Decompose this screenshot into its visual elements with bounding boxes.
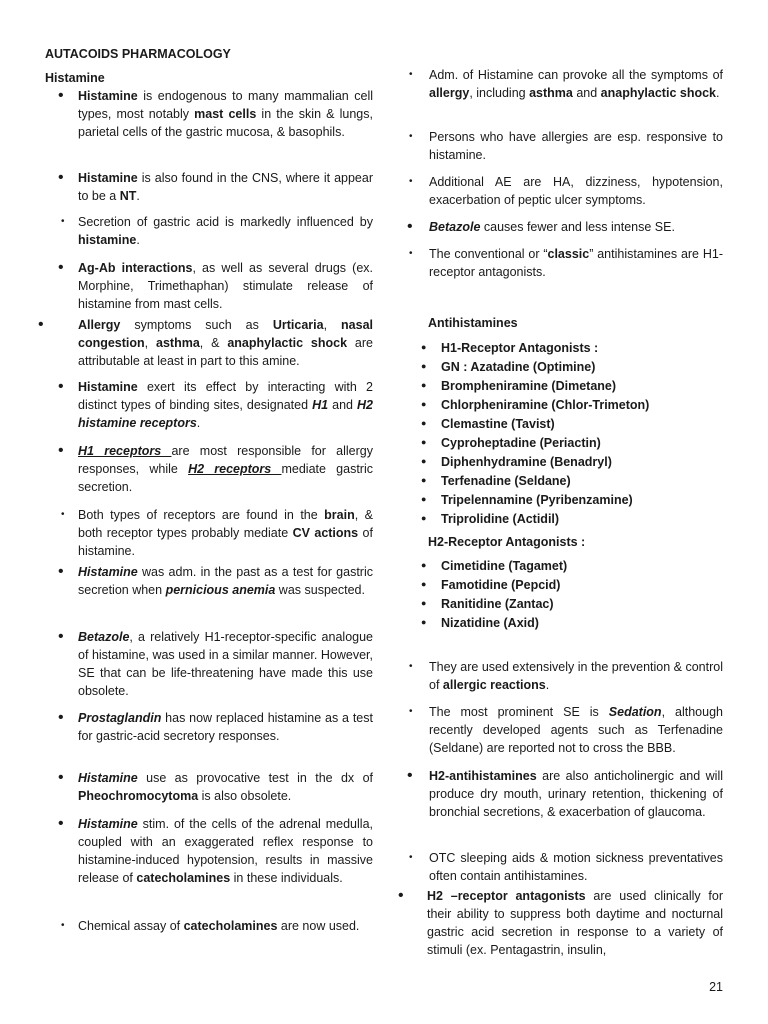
bullet-item (400, 703, 723, 757)
text-run: CV actions (292, 526, 359, 540)
bullet-item (38, 213, 373, 249)
bullet-icon: ● (421, 598, 427, 608)
text-run: brain (324, 508, 355, 522)
bullet-text (38, 709, 373, 745)
text-run: Secretion of gastric acid is markedly influenced by (78, 215, 373, 229)
drug-item (421, 396, 649, 414)
drug-item (421, 434, 601, 452)
bullet-icon: • (58, 563, 64, 580)
text-run: , & (199, 336, 228, 350)
bullet-icon: ● (421, 342, 427, 352)
text-run: . (716, 86, 720, 100)
bullet-icon: • (61, 509, 65, 520)
bullet-icon: • (409, 852, 413, 863)
drug-name: Diphenhydramine (Benadryl) (441, 455, 612, 469)
drug-name: Tripelennamine (Pyribenzamine) (441, 493, 633, 507)
bullet-item (400, 245, 723, 281)
bullet-text (400, 66, 723, 102)
text-run: Ag-Ab interactions (78, 261, 193, 275)
text-run: Allergy (78, 318, 121, 332)
bullet-text (38, 442, 373, 496)
bullet-icon: • (58, 378, 64, 395)
text-run: H1 receptors (78, 444, 172, 458)
bullet-item (38, 506, 373, 560)
bullet-item (398, 887, 723, 959)
bullet-text (38, 378, 373, 432)
bullet-icon: • (409, 131, 413, 142)
bullet-icon: ● (421, 560, 427, 570)
text-run: H2 –receptor antagonists (427, 889, 586, 903)
drug-name: GN : Azatadine (Optimine) (441, 360, 596, 374)
text-run: Additional AE are HA, dizziness, hypotension, exacerbation of peptic ulcer symptoms. (429, 175, 723, 207)
text-run: exert its effect by interacting with 2 distinct types of binding sites, designated (78, 380, 373, 412)
bullet-item (38, 769, 373, 805)
drug-name: Chlorpheniramine (Chlor-Trimeton) (441, 398, 650, 412)
bullet-item (400, 658, 723, 694)
drug-name: Triprolidine (Actidil) (441, 512, 560, 526)
bullet-text (38, 87, 373, 141)
text-run: Betazole (78, 630, 130, 644)
text-run: . (136, 233, 140, 247)
bullet-icon: • (58, 769, 64, 786)
text-run: in these individuals. (230, 871, 343, 885)
antihistamines-heading: Antihistamines (428, 316, 518, 330)
bullet-icon: • (407, 767, 413, 784)
bullet-item (400, 173, 723, 209)
bullet-icon: • (409, 176, 413, 187)
bullet-text (38, 815, 373, 887)
drug-name: Terfenadine (Seldane) (441, 474, 571, 488)
bullet-icon: ● (421, 437, 427, 447)
bullet-item (400, 767, 723, 821)
bullet-item (400, 66, 723, 102)
bullet-item (400, 849, 723, 885)
text-run: H2-antihistamines (429, 769, 537, 783)
bullet-icon: • (61, 920, 65, 931)
text-run: asthma (156, 336, 200, 350)
bullet-icon: ● (421, 418, 427, 428)
bullet-icon: ● (421, 494, 427, 504)
text-run: They are used extensively in the prevention & control of (429, 660, 723, 692)
drug-item (421, 595, 554, 613)
bullet-icon: • (58, 442, 64, 459)
text-run: nasal congestion (78, 318, 373, 350)
text-run: mast cells (194, 107, 257, 121)
drug-item (421, 339, 598, 357)
text-run: H2 receptors (188, 462, 282, 476)
drug-item (421, 453, 612, 471)
text-run: anaphylactic shock (600, 86, 716, 100)
bullet-text (400, 218, 723, 236)
bullet-icon: • (61, 216, 65, 227)
text-run: Histamine (78, 380, 138, 394)
text-run: Histamine (78, 89, 138, 103)
drug-item (421, 576, 560, 594)
text-run: are used clinically for their ability to suppress both daytime and nocturnal gastric acid secretion in response to a variety of stimuli (ex. Pentagastrin, insulin, (427, 889, 723, 957)
text-run: is also found in the CNS, where it appear to be a (78, 171, 373, 203)
text-run: mediate gastric secretion. (78, 462, 373, 494)
bullet-item (400, 218, 723, 236)
text-run: causes fewer and less intense SE. (480, 220, 675, 234)
text-run: asthma (529, 86, 573, 100)
bullet-text (38, 316, 373, 370)
text-run: H2 histamine receptors (78, 398, 373, 430)
text-run: The conventional or “ (429, 247, 548, 261)
bullet-text (38, 917, 373, 935)
text-run: classic (547, 247, 590, 261)
text-run: histamine (78, 233, 137, 247)
text-run: was suspected. (275, 583, 365, 597)
bullet-text (38, 769, 373, 805)
drug-name: Nizatidine (Axid) (441, 616, 539, 630)
text-run: use as provocative test in the dx of (137, 771, 373, 785)
drug-item (421, 614, 539, 632)
bullet-text (38, 506, 373, 560)
bullet-item (400, 128, 723, 164)
text-run: Pheochromocytoma (78, 789, 199, 803)
text-run: catecholamines (136, 871, 231, 885)
bullet-icon: • (58, 87, 64, 104)
bullet-item (38, 378, 373, 432)
bullet-item (38, 709, 373, 745)
text-run: ” antihistamines are H1-receptor antagonists. (429, 247, 723, 279)
bullet-icon: ● (421, 617, 427, 627)
bullet-text (400, 703, 723, 757)
bullet-item (38, 917, 373, 935)
text-run: Betazole (429, 220, 481, 234)
bullet-item (38, 628, 373, 700)
bullet-item (38, 442, 373, 496)
bullet-icon: • (58, 709, 64, 726)
bullet-text (400, 849, 723, 885)
text-run: was adm. in the past as a test for gastric secretion when (78, 565, 373, 597)
drug-item (421, 491, 633, 509)
drug-name: Famotidine (Pepcid) (441, 578, 561, 592)
bullet-icon: ● (421, 399, 427, 409)
text-run: , including (469, 86, 530, 100)
text-run: Both types of receptors are found in the (78, 508, 325, 522)
text-run: and (572, 86, 601, 100)
text-run: . (136, 189, 140, 203)
bullet-text (38, 628, 373, 700)
bullet-item (38, 815, 373, 887)
bullet-text (400, 128, 723, 164)
bullet-text (400, 767, 723, 821)
page-number: 21 (709, 980, 723, 994)
drug-name: Cyproheptadine (Periactin) (441, 436, 601, 450)
bullet-icon: ● (421, 475, 427, 485)
bullet-text (38, 213, 373, 249)
text-run: , although recently developed agents such as Terfenadine (Seldane) are reported not to cross the BBB. (429, 705, 723, 755)
drug-name: Brompheniramine (Dimetane) (441, 379, 617, 393)
text-run: catecholamines (183, 919, 278, 933)
text-run: , a relatively H1-receptor-specific analogue of histamine, was used in a similar manner. However, SE that can be life-threatening have made this use obsolete. (78, 630, 373, 698)
text-run: is endogenous to many mammalian cell types, most notably (78, 89, 373, 121)
page-title: AUTACOIDS PHARMACOLOGY (45, 47, 231, 61)
bullet-text (400, 658, 723, 694)
bullet-text (400, 173, 723, 209)
h2-heading: H2-Receptor Antagonists : (428, 535, 586, 549)
text-run: are now used. (277, 919, 360, 933)
bullet-icon: • (409, 248, 413, 259)
bullet-item (38, 87, 373, 141)
text-run: and (328, 398, 358, 412)
text-run: are attributable at least in part to this amine. (78, 336, 373, 368)
bullet-text (38, 169, 373, 205)
text-run: Histamine (78, 817, 138, 831)
text-run: Prostaglandin (78, 711, 162, 725)
text-run: , & both receptor types probably mediate (78, 508, 373, 540)
bullet-icon: ● (421, 361, 427, 371)
bullet-item (38, 169, 373, 205)
text-run: allergy (429, 86, 470, 100)
text-run: . (545, 678, 550, 692)
text-run: anaphylactic shock (227, 336, 348, 350)
drug-name: Ranitidine (Zantac) (441, 597, 554, 611)
bullet-icon: • (409, 661, 413, 672)
text-run: H1 (312, 398, 329, 412)
bullet-icon: ● (421, 579, 427, 589)
text-run: , as well as several drugs (ex. Morphine, Trimethaphan) stimulate release of histamine from mast cells. (78, 261, 374, 311)
drug-item (421, 415, 555, 433)
text-run: Persons who have allergies are esp. responsive to histamine. (429, 130, 723, 162)
text-run: Adm. of Histamine can provoke all the symptoms of (429, 68, 723, 82)
section-heading: Histamine (45, 71, 105, 85)
text-run: , (144, 336, 157, 350)
text-run: symptoms such as (120, 318, 273, 332)
bullet-icon: • (409, 706, 413, 717)
text-run: has now replaced histamine as a test for gastric-acid secretory responses. (78, 711, 373, 743)
text-run: . (196, 416, 201, 430)
drug-name: Clemastine (Tavist) (441, 417, 555, 431)
bullet-item (38, 563, 373, 599)
text-run: Chemical assay of (78, 919, 184, 933)
bullet-item (38, 259, 373, 313)
bullet-icon: • (58, 628, 64, 645)
drug-item (421, 358, 595, 376)
text-run: are most responsible for allergy responses, while (78, 444, 373, 476)
bullet-icon: ● (421, 513, 427, 523)
text-run: Histamine (78, 171, 138, 185)
text-run: pernicious anemia (165, 583, 276, 597)
text-run: The most prominent SE is (429, 705, 609, 719)
text-run: NT (119, 189, 137, 203)
bullet-text (398, 887, 723, 959)
drug-name: Cimetidine (Tagamet) (441, 559, 568, 573)
text-run: in the skin & lungs, parietal cells of the gastric mucosa, & basophils. (78, 107, 373, 139)
bullet-text (400, 245, 723, 281)
text-run: are also anticholinergic and will produce dry mouth, urinary retention, thickening of bronchial secretions, & exacerbation of glaucoma. (429, 769, 723, 819)
text-run: , (323, 318, 342, 332)
text-run: stim. of the cells of the adrenal medulla, coupled with an exaggerated reflex response to histamine-induced hypotension, results in massive release of (78, 817, 373, 885)
text-run: Histamine (78, 771, 138, 785)
drug-item (421, 510, 559, 528)
bullet-icon: • (58, 815, 64, 832)
text-run: Histamine (78, 565, 138, 579)
text-run: Urticaria (272, 318, 324, 332)
text-run: is also obsolete. (198, 789, 292, 803)
bullet-icon: • (409, 69, 413, 80)
bullet-icon: ● (421, 380, 427, 390)
text-run: of histamine. (78, 526, 373, 558)
bullet-text (38, 563, 373, 599)
bullet-icon: • (398, 887, 404, 904)
text-run: Sedation (608, 705, 662, 719)
drug-item (421, 377, 616, 395)
bullet-icon: ● (421, 456, 427, 466)
bullet-icon: • (38, 316, 44, 333)
bullet-text (38, 259, 373, 313)
drug-name: H1-Receptor Antagonists : (441, 341, 599, 355)
bullet-icon: • (58, 169, 64, 186)
bullet-item (38, 316, 373, 370)
bullet-icon: • (58, 259, 64, 276)
drug-item (421, 557, 567, 575)
text-run: allergic reactions (442, 678, 546, 692)
text-run: OTC sleeping aids & motion sickness preventatives often contain antihistamines. (429, 851, 723, 883)
drug-item (421, 472, 571, 490)
bullet-icon: • (407, 218, 413, 235)
